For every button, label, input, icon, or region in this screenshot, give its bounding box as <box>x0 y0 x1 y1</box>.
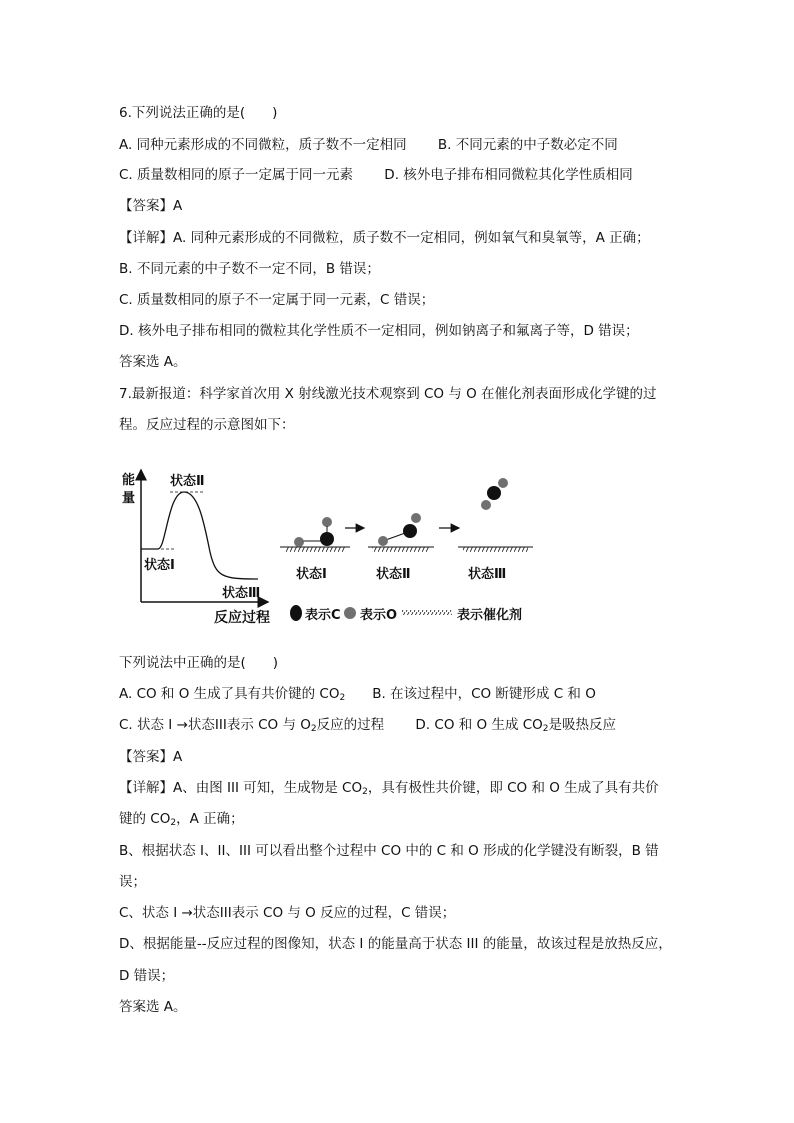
q7-detail-a-line2: 键的 $CO_2$，A 正确； <box>119 811 244 828</box>
state2-carbon-atom <box>403 524 417 538</box>
catalyst-state3-label: 状态Ⅲ <box>468 567 507 582</box>
q6-detail-b: B. 不同元素的中子数不一定不同，B 错误； <box>119 261 380 277</box>
q7-detail-b-line2: 误； <box>119 874 146 890</box>
state3-oxygen-atom-lower <box>481 500 491 510</box>
x-axis-label: 反应过程 <box>214 610 270 626</box>
state2-oxygen-atom <box>378 536 388 546</box>
legend-carbon-label: 表示C <box>305 608 341 623</box>
q7-conclusion: 答案选 A。 <box>119 999 187 1015</box>
catalyst-state2-label: 状态Ⅱ <box>376 567 411 582</box>
state1-carbon-atom <box>320 532 334 546</box>
state1-oxygen-atom-top <box>322 517 332 527</box>
q6-detail-c: C. 质量数相同的原子不一定属于同一元素，C 错误； <box>119 292 435 308</box>
reaction-diagram <box>118 462 538 630</box>
q7-detail-d-line1: D、根据能量--反应过程的图像知，状态 I 的能量高于状态 III 的能量，故该过程是放热反应， <box>119 936 672 952</box>
energy-state2-label: 状态Ⅱ <box>170 474 205 489</box>
y-axis-label-bottom: 量 <box>122 491 136 506</box>
q7-stem-line2: 程。反应过程的示意图如下： <box>119 417 295 433</box>
state3-oxygen-atom-upper <box>498 478 508 488</box>
legend-oxygen-marker <box>344 607 356 619</box>
legend-catalyst-marker <box>402 610 452 615</box>
q7-answer: 【答案】A <box>119 749 183 765</box>
q6-conclusion: 答案选 A。 <box>119 354 187 370</box>
state3-carbon-atom <box>487 486 501 500</box>
q7-detail-a-line1: 【详解】A、由图 III 可知，生成物是 $CO_2$，具有极性共价键，即 CO 和 O 生成了具有共价 <box>119 780 659 797</box>
energy-state1-label: 状态Ⅰ <box>144 558 175 573</box>
q6-answer: 【答案】A <box>119 198 183 214</box>
energy-state3-label: 状态Ⅲ <box>222 586 261 601</box>
q7-prompt: 下列说法中正确的是( ) <box>119 655 279 671</box>
q7-options-ab: A. CO 和 O 生成了具有共价键的 $CO_2$ B. 在该过程中，CO 断键形成 C 和 O <box>119 686 596 703</box>
q6-detail-d: D. 核外电子排布相同的微粒其化学性质不一定相同，例如钠离子和氟离子等，D 错误； <box>119 323 639 339</box>
catalyst-state1-label: 状态Ⅰ <box>296 567 327 582</box>
q7-detail-b-line1: B、根据状态 I、II、III 可以看出整个过程中 CO 中的 C 和 O 形成的化学键没有断裂，B 错 <box>119 843 659 859</box>
q6-options-ab: A. 同种元素形成的不同微粒，质子数不一定相同 B. 不同元素的中子数必定不同 <box>119 137 618 153</box>
q7-options-cd: C. 状态 I →状态III表示 CO 与 $O_2$反应的过程 D. CO 和 O 生成 $CO_2$是吸热反应 <box>119 717 617 734</box>
legend-carbon-marker <box>290 605 302 621</box>
q6-stem: 6.下列说法正确的是( ) <box>119 105 278 121</box>
state2-oxygen-atom-top <box>411 513 421 523</box>
q7-detail-c: C、状态 I →状态III表示 CO 与 O 反应的过程，C 错误； <box>119 905 456 921</box>
q7-detail-d-line2: D 错误； <box>119 968 175 984</box>
state1-oxygen-atom <box>294 537 304 547</box>
y-axis-label-top: 能 <box>122 473 136 488</box>
legend-catalyst-label: 表示催化剂 <box>457 608 523 623</box>
q7-stem-line1: 7.最新报道：科学家首次用 X 射线激光技术观察到 CO 与 O 在催化剂表面形成化学键的过 <box>119 386 657 402</box>
legend-oxygen-label: 表示O <box>360 608 398 623</box>
q6-detail-a: 【详解】A. 同种元素形成的不同微粒，质子数不一定相同，例如氧气和臭氧等，A 正确； <box>119 230 650 246</box>
q6-options-cd: C. 质量数相同的原子一定属于同一元素 D. 核外电子排布相同微粒其化学性质相同 <box>119 167 633 183</box>
